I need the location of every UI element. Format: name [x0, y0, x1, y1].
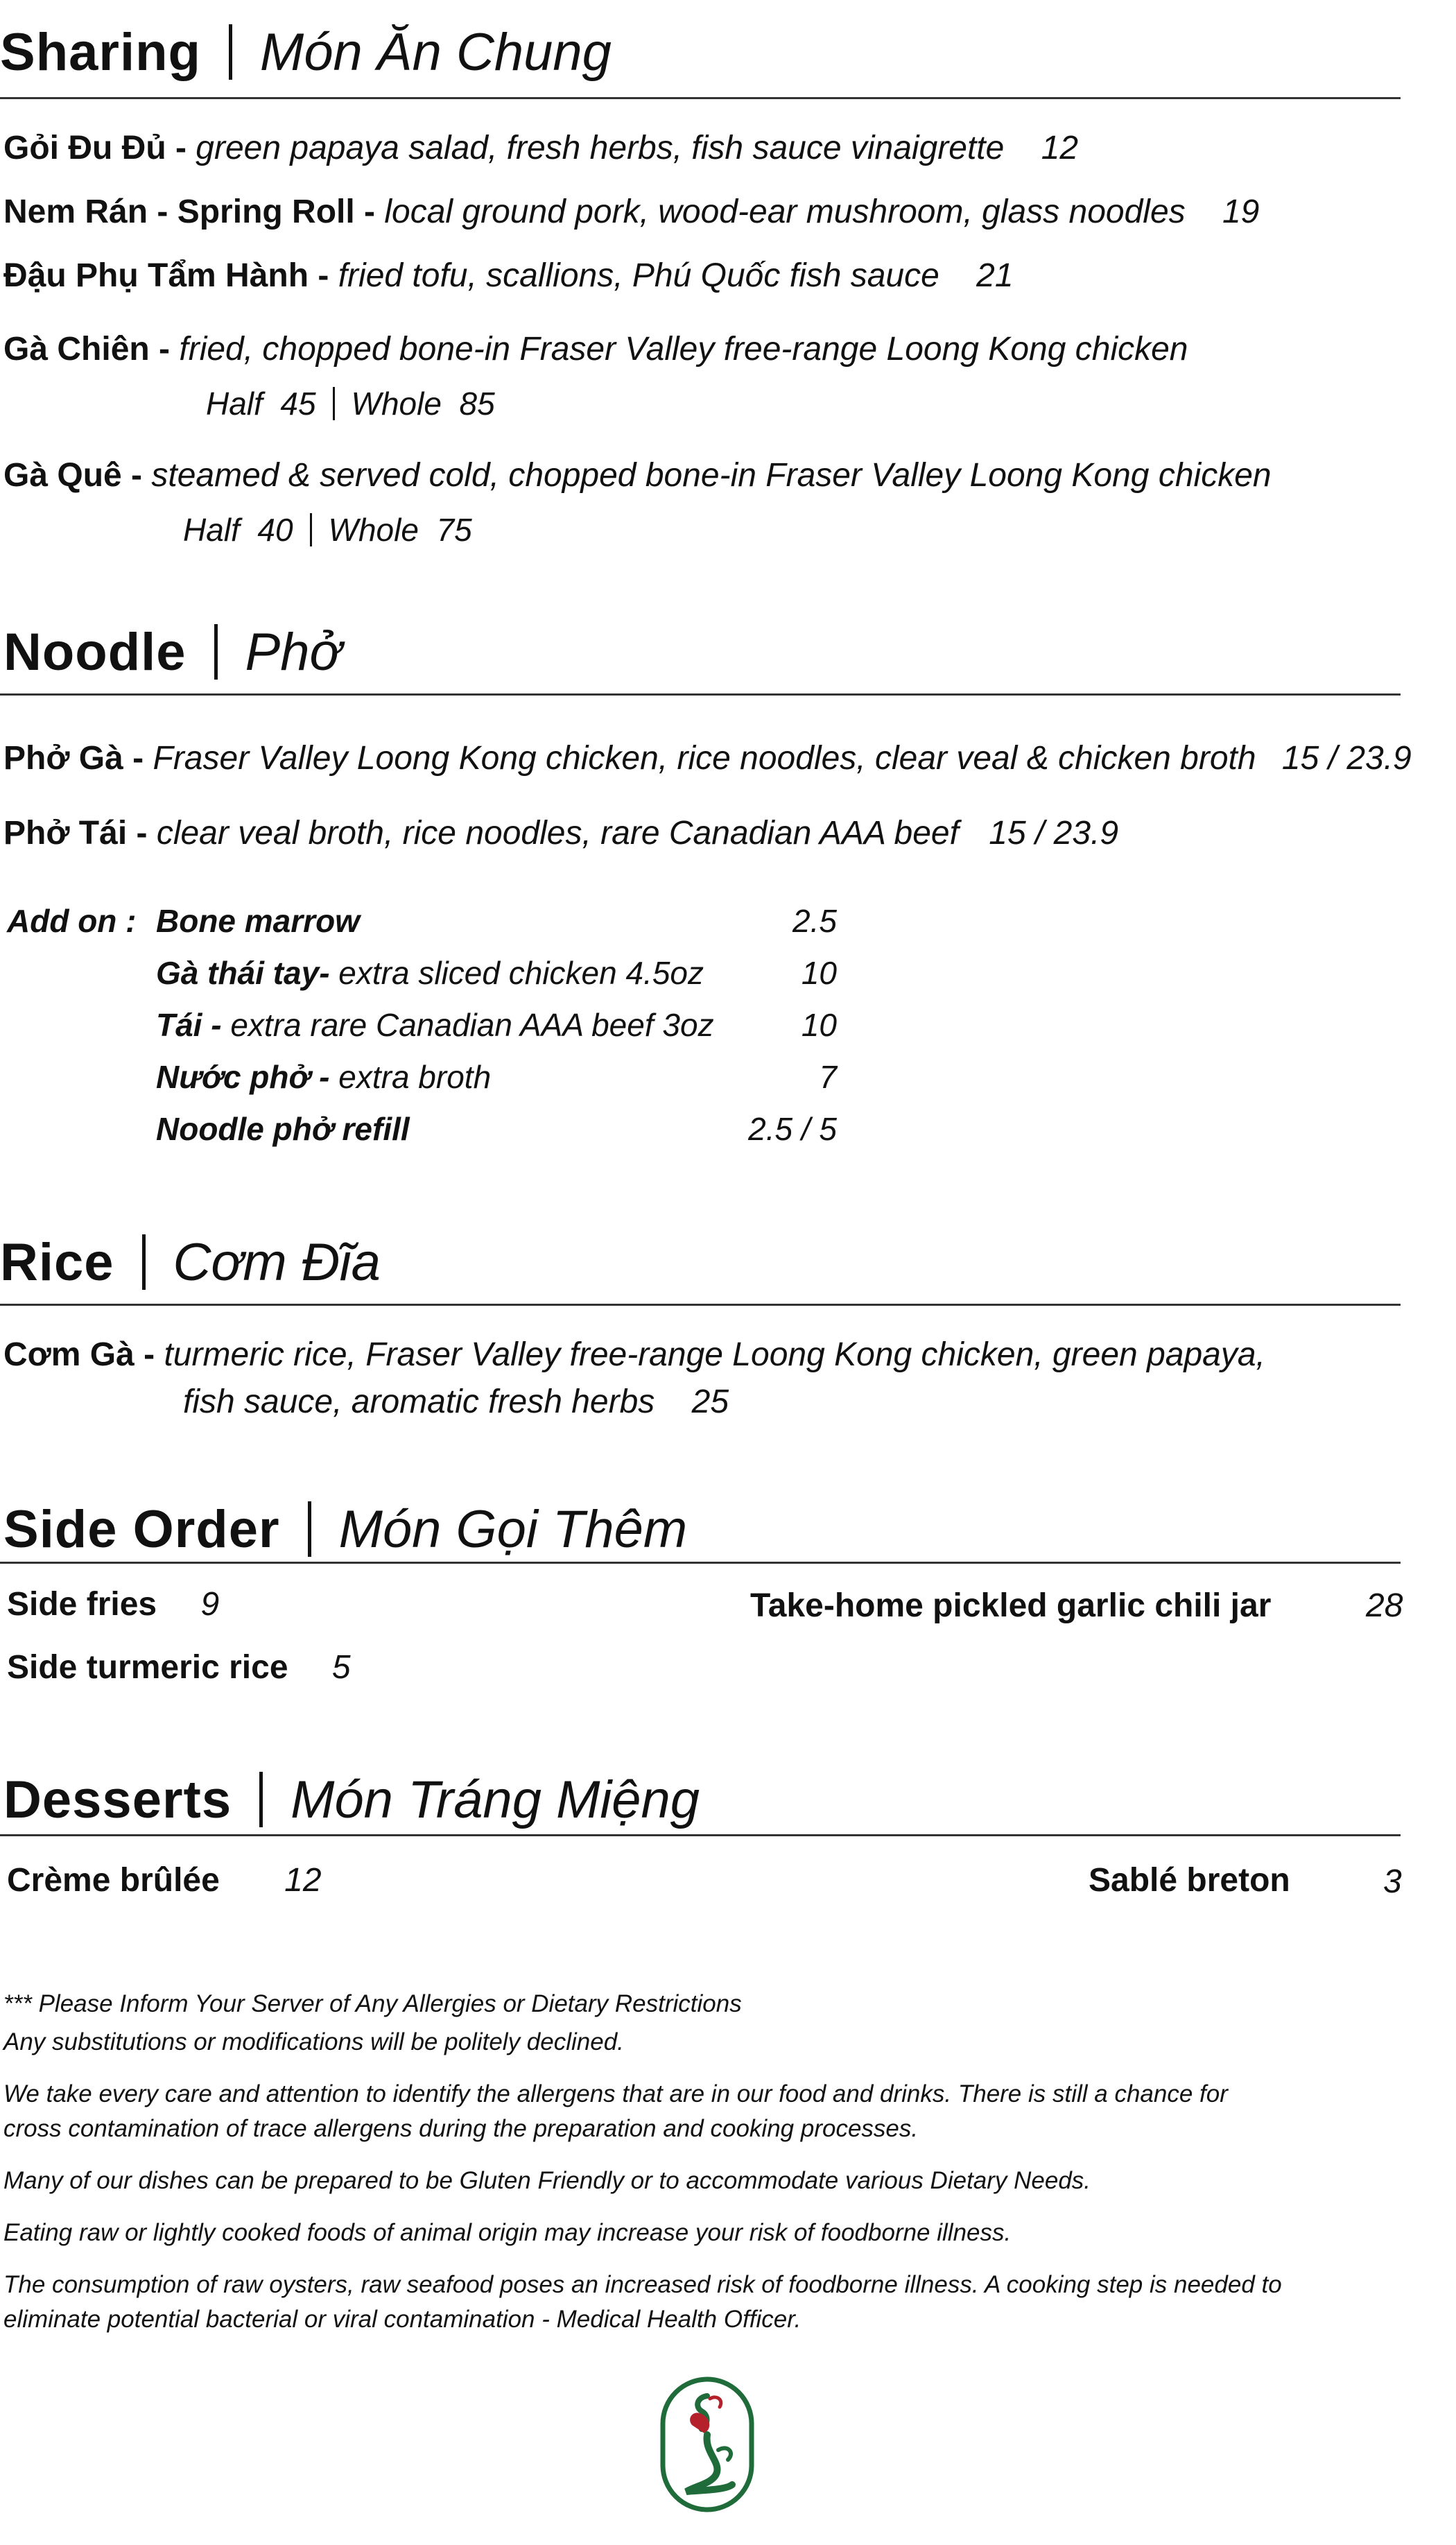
addon-price: 7: [819, 1059, 837, 1095]
section-rule: [0, 1304, 1401, 1306]
whole-label: Whole: [351, 386, 442, 422]
item-price: 5: [331, 1649, 351, 1686]
addon-price: 10: [801, 1007, 837, 1043]
addon-item: [156, 905, 360, 937]
item-price: 15 / 23.9: [1281, 740, 1412, 777]
item-description: local ground pork, wood-ear mushroom, glass noodles: [384, 193, 1186, 230]
section-title-vi: Cơm Đĩa: [173, 1233, 381, 1292]
section-title-en: Side Order: [3, 1500, 280, 1559]
addon-item: [156, 1113, 410, 1145]
item-name: Side fries: [7, 1586, 157, 1623]
section-rule: [0, 97, 1401, 99]
item-price: 25: [691, 1383, 729, 1420]
heading-divider: [229, 24, 232, 80]
section-title-vi: Món Ăn Chung: [259, 23, 612, 82]
section-heading-sharing: [0, 24, 612, 80]
section-title-vi: Món Gọi Thêm: [338, 1500, 688, 1559]
item-price: 19: [1222, 193, 1260, 230]
addon-name: Bone marrow: [156, 903, 360, 939]
item-name: Take-home pickled garlic chili jar: [750, 1587, 1272, 1624]
item-price: 9: [200, 1586, 220, 1623]
menu-item-continued: [183, 1383, 729, 1420]
section-heading-desserts: [3, 1772, 700, 1827]
item-price: 28: [1366, 1587, 1403, 1624]
item-name: Gỏi Đu Đủ -: [3, 130, 187, 166]
item-name: Crème brûlée: [7, 1862, 220, 1899]
whole-label: Whole: [328, 512, 419, 548]
item-description: fried, chopped bone-in Fraser Valley free-range Loong Kong chicken: [179, 331, 1188, 368]
section-heading-noodle: [3, 624, 341, 680]
item-description: fried tofu, scallions, Phú Quốc fish sauce: [338, 257, 939, 294]
menu-item: [1089, 1864, 1290, 1897]
whole-price: 85: [459, 386, 495, 422]
addon-item: [156, 1061, 491, 1093]
item-price: 3: [1383, 1863, 1402, 1900]
substitution-note: Any substitutions or modifications will be politely declined.: [3, 2028, 624, 2055]
allergy-note: *** Please Inform Your Server of Any Allergies or Dietary Restrictions: [3, 1990, 742, 2017]
item-name: Gà Quê -: [3, 457, 143, 494]
menu-item: [3, 132, 1078, 165]
menu-item: [3, 459, 1272, 492]
addon-price: 2.5: [792, 903, 837, 939]
addon-label: Add on :: [7, 903, 137, 939]
addon-description: extra broth: [338, 1059, 492, 1095]
addon-price: 2.5 / 5: [748, 1111, 837, 1147]
addon-description: extra rare Canadian AAA beef 3oz: [230, 1007, 714, 1043]
item-portion-prices: [183, 513, 472, 546]
addon-name: Noodle phở refill: [156, 1111, 410, 1147]
section-title-en: Sharing: [0, 23, 201, 82]
heading-divider: [259, 1772, 263, 1827]
addon-price: 10: [801, 955, 837, 991]
item-description: clear veal broth, rice noodles, rare Canadian AAA beef: [156, 815, 959, 852]
health-note: The consumption of raw oysters, raw seafood poses an increased risk of foodborne illness. A cooking step is needed to: [3, 2271, 1282, 2298]
item-name: Đậu Phụ Tẩm Hành -: [3, 257, 329, 294]
half-label: Half: [206, 386, 263, 422]
portion-divider: [310, 513, 312, 546]
item-description: turmeric rice, Fraser Valley free-range Loong Kong chicken, green papaya,: [164, 1336, 1265, 1373]
allergen-note: We take every care and attention to identify the allergens that are in our food and drinks. There is still a chance for: [3, 2080, 1228, 2107]
section-title-en: Noodle: [3, 623, 187, 682]
item-portion-prices: [206, 387, 495, 420]
item-price: 12: [1041, 130, 1079, 166]
half-price: 40: [257, 512, 293, 548]
portion-divider: [333, 387, 335, 420]
addon-name: Gà thái tay-: [156, 955, 330, 991]
menu-item: [3, 259, 1014, 293]
item-price: 15 / 23.9: [989, 815, 1119, 852]
item-name: Phở Gà -: [3, 740, 144, 777]
item-price: 12: [284, 1862, 322, 1899]
item-name: Side turmeric rice: [7, 1649, 288, 1686]
section-rule: [0, 693, 1401, 696]
addon-name: Nước phở -: [156, 1059, 330, 1095]
section-heading-side-order: [3, 1501, 687, 1557]
menu-item: [3, 333, 1188, 366]
addon-name: Tái -: [156, 1007, 222, 1043]
heading-divider: [214, 624, 218, 680]
item-name: Nem Rán - Spring Roll -: [3, 193, 376, 230]
item-name: Cơm Gà -: [3, 1336, 155, 1373]
menu-item: [3, 1338, 1265, 1372]
heading-divider: [308, 1501, 311, 1557]
item-description: Fraser Valley Loong Kong chicken, rice noodles, clear veal & chicken broth: [153, 740, 1256, 777]
section-rule: [0, 1834, 1401, 1836]
section-title-vi: Món Tráng Miệng: [291, 1770, 700, 1829]
heading-divider: [142, 1234, 146, 1290]
section-rule: [0, 1562, 1401, 1564]
restaurant-logo-icon: [659, 2375, 756, 2514]
item-description: green papaya salad, fresh herbs, fish sauce vinaigrette: [196, 130, 1005, 166]
raw-food-note: Eating raw or lightly cooked foods of animal origin may increase your risk of foodborne illness.: [3, 2219, 1012, 2246]
whole-price: 75: [436, 512, 472, 548]
addon-item: [156, 1009, 714, 1041]
menu-item: [7, 1651, 351, 1684]
item-name: Sablé breton: [1089, 1862, 1290, 1899]
half-price: 45: [280, 386, 316, 422]
item-name: Phở Tái -: [3, 815, 148, 852]
menu-item: [7, 1864, 322, 1897]
item-price: 21: [976, 257, 1014, 294]
half-label: Half: [183, 512, 240, 548]
allergen-note: cross contamination of trace allergens during the preparation and cooking processes.: [3, 2115, 919, 2142]
section-title-en: Desserts: [3, 1770, 232, 1829]
section-heading-rice: [0, 1234, 381, 1290]
item-description: fish sauce, aromatic fresh herbs: [183, 1383, 655, 1420]
section-title-vi: Phở: [245, 623, 342, 682]
menu-item: [3, 742, 1412, 775]
menu-item: [3, 817, 1118, 850]
menu-item: [750, 1589, 1271, 1623]
menu-item: [3, 193, 1260, 230]
addon-description: extra sliced chicken 4.5oz: [338, 955, 704, 991]
item-name: Gà Chiên -: [3, 331, 171, 368]
dietary-note: Many of our dishes can be prepared to be Gluten Friendly or to accommodate various Dietary Needs.: [3, 2167, 1091, 2194]
section-title-en: Rice: [0, 1233, 114, 1292]
menu-item: [7, 1588, 219, 1621]
item-description: steamed & served cold, chopped bone-in Fraser Valley Loong Kong chicken: [151, 457, 1272, 494]
addon-item: [156, 957, 704, 989]
health-note: eliminate potential bacterial or viral contamination - Medical Health Officer.: [3, 2306, 801, 2333]
